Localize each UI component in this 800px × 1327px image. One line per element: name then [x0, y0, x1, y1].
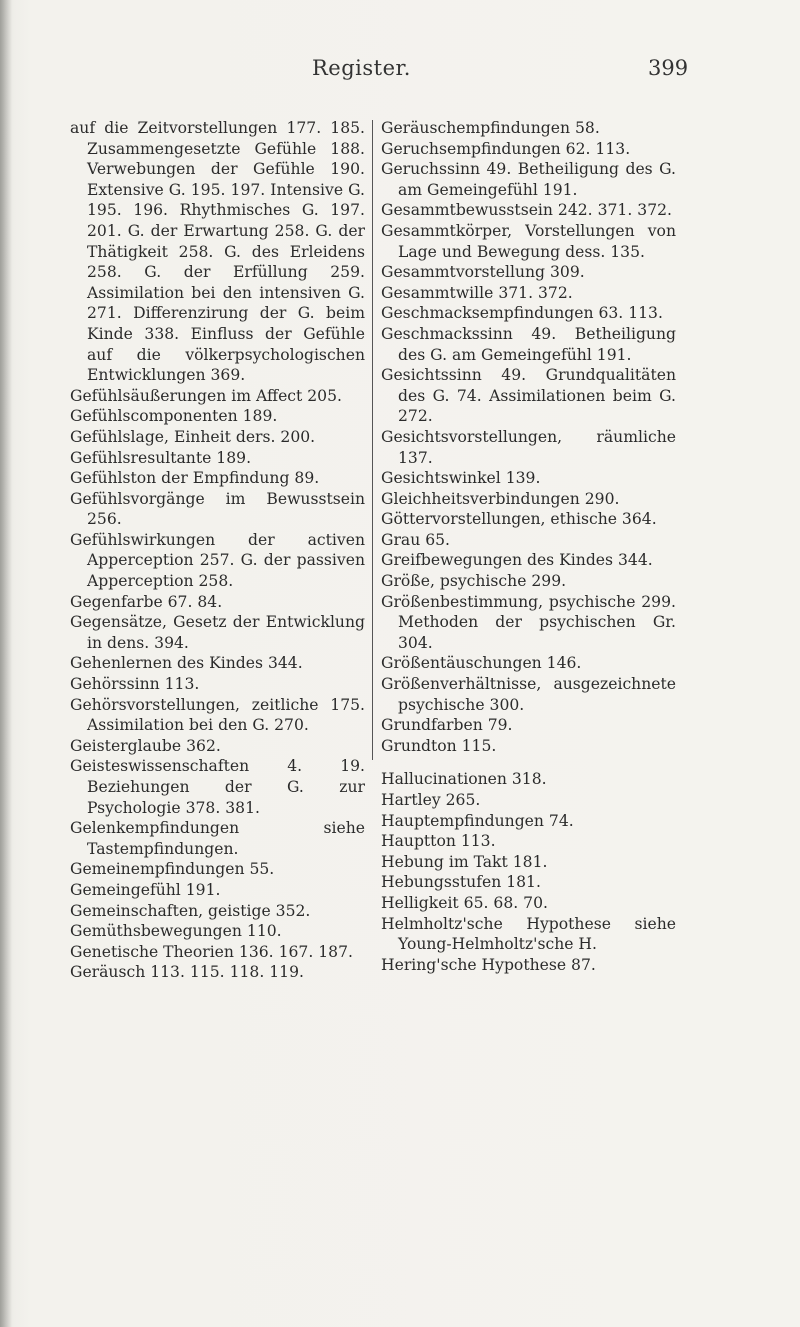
- index-entry: Greifbewegungen des Kindes 344.: [381, 551, 653, 570]
- index-entry: Gefühlswirkungen der activen Apperception 257. G. der passiven Apperception 258.: [70, 530, 365, 591]
- index-entry: Gesichtssinn 49. Grundqualitäten des G. 74. Assimilationen beim G. 272.: [381, 366, 676, 426]
- index-entry: Gemüthsbewegungen 110.: [70, 922, 282, 941]
- index-entry: Gefühlsresultante 189.: [70, 448, 252, 467]
- index-entry: Grau 65.: [381, 530, 451, 549]
- index-entry: Gehenlernen des Kindes 344.: [70, 654, 303, 673]
- index-entry: Gehörsvorstellungen, zeitliche 175. Assimilation bei den G. 270.: [70, 695, 365, 735]
- index-entry: Genetische Theorien 136. 167. 187.: [70, 942, 353, 961]
- index-entry: Göttervorstellungen, ethische 364.: [381, 510, 657, 529]
- index-entry: Hauptton 113.: [381, 832, 496, 851]
- index-entry: Hauptempfindungen 74.: [381, 811, 574, 830]
- index-entry: Geruchsempfindungen 62. 113.: [381, 139, 631, 158]
- index-entry: Größenverhältnisse, ausgezeichnete psychische 300.: [381, 675, 676, 714]
- index-entry: Grundfarben 79.: [381, 716, 513, 735]
- index-entry: Hebung im Takt 181.: [381, 852, 548, 871]
- index-entry: Gemeinempfindungen 55.: [70, 860, 275, 879]
- index-entry: Gesammtwille 371. 372.: [381, 283, 573, 302]
- index-entry: Gegenfarbe 67. 84.: [70, 592, 223, 611]
- index-entry: Gelenkempfindungen siehe Tastempfindungen.: [70, 819, 365, 858]
- index-entry: Größenbestimmung, psychische 299. Methoden der psychischen Gr. 304.: [381, 592, 676, 652]
- column-divider: [372, 120, 373, 760]
- index-column-right: [381, 118, 676, 975]
- index-entry: Gefühlslage, Einheit ders. 200.: [70, 427, 316, 446]
- index-entry: Geräuschempfindungen 58.: [381, 119, 600, 137]
- page-number: 399: [648, 56, 689, 80]
- index-entry: Gesammtkörper, Vorstellungen von Lage und Bewegung dess. 135.: [381, 221, 676, 261]
- index-entry: Geruchssinn 49. Betheiligung des G. am Gemeingefühl 191.: [381, 160, 676, 199]
- index-entry: Gesichtswinkel 139.: [381, 469, 541, 488]
- index-entry: Gesammtvorstellung 309.: [381, 263, 585, 282]
- index-entry: Gefühlston der Empfindung 89.: [70, 469, 320, 488]
- index-entry: Geschmacksempfindungen 63. 113.: [381, 304, 663, 323]
- index-entry: Helligkeit 65. 68. 70.: [381, 893, 548, 912]
- index-entry: Grundton 115.: [381, 736, 497, 755]
- index-entry: Gegensätze, Gesetz der Entwicklung in dens. 394.: [70, 613, 365, 652]
- index-entry: Helmholtz'sche Hypothese siehe Young-Helmholtz'sche H.: [381, 914, 676, 954]
- running-title: Register.: [312, 56, 411, 80]
- index-entry: Gleichheitsverbindungen 290.: [381, 489, 620, 508]
- index-column-left: [70, 118, 365, 983]
- index-entry: Größentäuschungen 146.: [381, 654, 582, 673]
- index-entry: auf die Zeitvorstellungen 177. 185. Zusammengesetzte Gefühle 188. Verwebungen der Gefühle 190. Extensive G. 195. 197. Intensive G. 195. 196. Rhythmisches G. 197. 201. G. der Erwartung 258. G. der Thätigkeit 258. G. des Erleidens 258. G. der Erfüllung 259. Assimilation bei den intensiven G. 271. Differenzirung der G. beim Kinde 338. Einfluss der Gefühle auf die völkerpsychologischen Entwicklungen 369.: [70, 119, 365, 385]
- index-entry: Hering'sche Hypothese 87.: [381, 955, 596, 974]
- page-header: [0, 56, 800, 96]
- index-entry-section-h: Hallucinationen 318.: [381, 770, 547, 789]
- index-entry: Gehörssinn 113.: [70, 675, 200, 694]
- index-entry: Größe, psychische 299.: [381, 572, 567, 591]
- index-entry: Gefühlscomponenten 189.: [70, 407, 278, 426]
- index-entry: Geschmackssinn 49. Betheiligung des G. am Gemeingefühl 191.: [381, 324, 676, 364]
- index-entry: Gesammtbewusstsein 242. 371. 372.: [381, 201, 672, 220]
- index-entry: Geräusch 113. 115. 118. 119.: [70, 963, 304, 982]
- spine-shadow: [0, 0, 12, 1327]
- index-entry: Gemeinschaften, geistige 352.: [70, 901, 311, 920]
- index-entry: Gesichtsvorstellungen, räumliche 137.: [381, 427, 676, 467]
- index-entry: Hebungsstufen 181.: [381, 873, 541, 892]
- index-entry: Gefühlsäußerungen im Affect 205.: [70, 386, 342, 405]
- index-entry: Geisterglaube 362.: [70, 736, 221, 755]
- index-entry: Gefühlsvorgänge im Bewusstsein 256.: [70, 489, 365, 529]
- index-entry: Geisteswissenschaften 4. 19. Beziehungen der G. zur Psychologie 378. 381.: [70, 757, 365, 817]
- index-entry: Gemeingefühl 191.: [70, 880, 221, 899]
- index-entry: Hartley 265.: [381, 791, 481, 809]
